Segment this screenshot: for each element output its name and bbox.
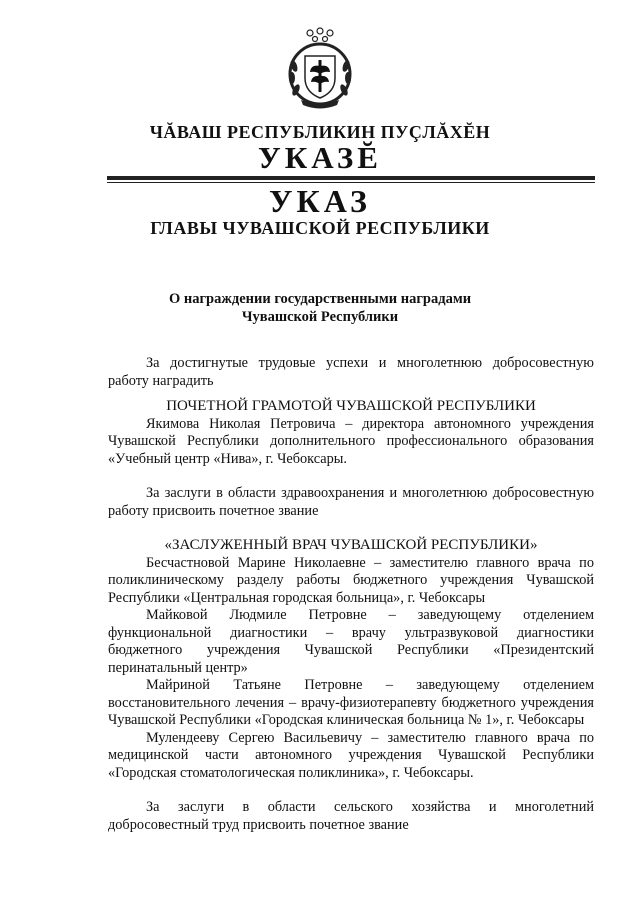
subject-line-1: О награждении государственными наградами <box>168 291 472 307</box>
russian-ukaz-heading: УКАЗ <box>269 183 371 219</box>
chuvash-title: ЧĂВАШ РЕСПУБЛИКИН ПУÇЛĂХĔН <box>149 122 491 142</box>
intro-paragraph-1: За достигнутые трудовые успехи и многолетнюю добросовестную работу наградить <box>108 355 594 389</box>
intro-paragraph-2: За заслуги в области здравоохранения и многолетнюю добросовестную работу присвоить почетное звание <box>108 485 594 519</box>
recipient-paragraph: Майриной Татьяне Петровне – заведующему отделением восстановительного лечения – врачу-физиотерапевту бюджетного учреждения Чувашской Республики «Городская клиническая больница № 1», г. Чебоксары <box>108 677 594 728</box>
award-heading-1: ПОЧЕТНОЙ ГРАМОТОЙ ЧУВАШСКОЙ РЕСПУБЛИКИ <box>166 398 536 414</box>
decree-subject <box>0 290 640 326</box>
recipient-paragraph: Якимова Николая Петровича – директора автономного учреждения Чувашской Республики дополнительного профессионального образования «Учебный центр «Нива», г. Чебоксары. <box>108 415 594 467</box>
recipient-paragraph: Бесчастновой Марине Николаевне – заместителю главного врача по поликлиническому разделу работы бюджетного учреждения Чувашской Республики «Центральная городская больница», г. Чебоксары <box>108 554 594 606</box>
chuvash-emblem-icon <box>285 26 355 110</box>
recipient-paragraph: Мулендееву Сергею Васильевичу – заместителю главного врача по медицинской части автономного учреждения Чувашской Республики «Городская стоматологическая поликлиника», г. Чебоксары. <box>108 729 594 781</box>
subject-line-2: Чувашской Республики <box>241 309 399 325</box>
intro-paragraph-3: За заслуги в области сельского хозяйства и многолетний добросовестный труд присвоить почетное звание <box>108 799 594 833</box>
russian-title: ГЛАВЫ ЧУВАШСКОЙ РЕСПУБЛИКИ <box>150 218 490 238</box>
recipient-paragraph: Майковой Людмиле Петровне – заведующему отделением функциональной диагностики – врачу ультразвуковой диагностики бюджетного учреждения Чувашской Республики «Президентский перинатальный центр» <box>108 607 594 676</box>
chuvash-ukaze-heading: УКАЗĔ <box>258 140 382 175</box>
award-heading-2: «ЗАСЛУЖЕННЫЙ ВРАЧ ЧУВАШСКОЙ РЕСПУБЛИКИ» <box>164 537 538 553</box>
header-divider-thick <box>107 176 595 180</box>
decree-body <box>108 355 594 834</box>
